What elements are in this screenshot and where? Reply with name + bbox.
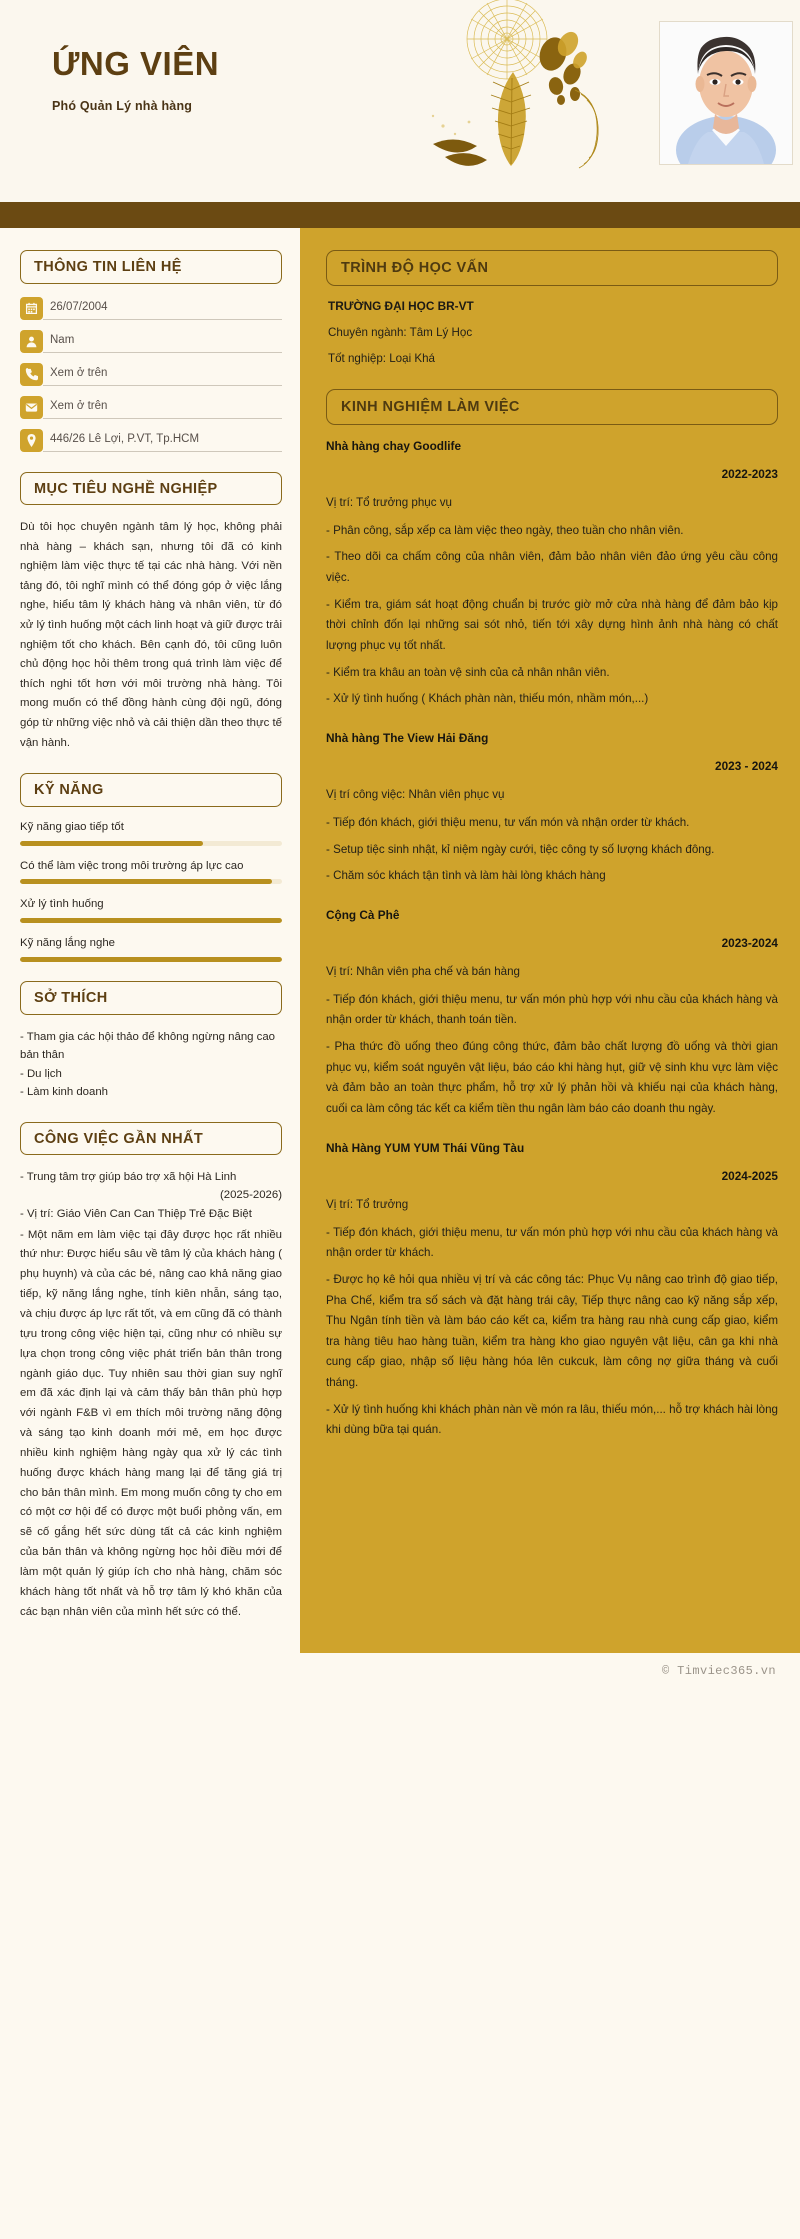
location-pin-icon: [20, 429, 43, 452]
experience-item: [326, 907, 778, 1120]
experience-item: [326, 1140, 778, 1441]
cv-footer: [0, 1653, 800, 1693]
contact-row-email: [20, 396, 282, 419]
contact-value: 446/26 Lê Lợi, P.VT, Tp.HCM: [43, 433, 282, 451]
skill-progress-track: [20, 841, 282, 846]
section-skills-title: KỸ NĂNG: [20, 773, 282, 807]
skill-label: Kỹ năng giao tiếp tốt: [20, 820, 124, 833]
job-position: Vị trí: Tổ trưởng: [326, 1198, 409, 1212]
section-experience-title: KINH NGHIỆM LÀM VIỆC: [326, 389, 778, 425]
section-objective-title: MỤC TIÊU NGHỀ NGHIỆP: [20, 472, 282, 506]
avatar: [660, 22, 792, 164]
right-column: [300, 228, 800, 1653]
job-duty: - Phân công, sắp xếp ca làm việc theo ngày, theo tuần cho nhân viên.: [326, 523, 684, 537]
job-duty: - Xử lý tình huống ( Khách phàn nàn, thiếu món, nhầm món,...): [326, 692, 649, 706]
recent-job-description: - Một năm em làm việc tại đây được học rất nhiều thứ như: Được hiểu sâu về tâm lý của khách hàng ( phụ huynh) và của các bé, nâng cao khả năng giao tiếp, kỹ năng lắng nghe, tính kiên nhẫn, sáng tạo, và chịu được áp lực rất tốt, và em cũng đã có thành tựu trong công việc hiện tại, cũng như có nhiều sự lựa chọn trong công việc phát triển bản thân trong ngành giáo dục. Tuy nhiên sau thời gian suy nghĩ em đã xác định lại và cảm thấy bản thân phù hợp với ngành F&B vì em thích môi trường năng động và sáng tạo kinh doanh mới mẻ, em học được nhiều kinh nghiệm hàng ngày qua xử lý các tình huống được khách hàng mang lại để tăng giá trị cho bản thân mình. Em mong muốn công ty cho em có một cơ hội để có được một buổi phỏng vấn, em sẽ cố gắng hết sức dùng tất cả các kinh nghiệm của bản thân và không ngừng học hỏi điều mới để làm một quản lý giúp ích cho nhà hàng, chăm sóc khách hàng tốt nhất và hỗ trợ tâm lý khó khăn của các bạn nhân viên của mình hết sức có thể.: [20, 1228, 282, 1618]
skill-progress-track: [20, 918, 282, 923]
recent-job-org: - Trung tâm trợ giúp báo trợ xã hội Hà Linh: [20, 1171, 237, 1183]
experience-item: [326, 730, 778, 887]
candidate-role: Phó Quản Lý nhà hàng: [52, 99, 193, 114]
skill-progress-fill: [20, 841, 203, 846]
experience-item: [326, 438, 778, 710]
recent-job-position: - Vị trí: Giáo Viên Can Can Thiệp Trẻ Đặc Biệt: [20, 1207, 252, 1220]
job-duty: - Kiểm tra khâu an toàn vệ sinh của cả nhân nhân viên.: [326, 665, 610, 679]
contact-value: Xem ở trên: [43, 367, 282, 385]
list-item: - Du lịch: [20, 1067, 62, 1080]
job-duty: - Được họ kê hỏi qua nhiều vị trí và các công tác: Phục Vụ nâng cao trình độ giao tiếp, Pha Chế, kiểm tra số sách và đặt hàng trái cây, Tiếp thực nâng cao kỹ năng sắp xếp, Thu Ngân tính tiền và làm báo cáo kết ca, kiểm tra hàng rau nhà cung cấp giao, kiểm tra hàng tiêu hao hàng tuần, kiểm tra hàng kho giao nguyên vật liệu, cân ga khi nhà cung cấp giao, nhập số liệu hàng hóa lên cukcuk, làm công nợ giữa tháng và cuối tháng.: [326, 1272, 778, 1390]
section-hobbies-title: SỞ THÍCH: [20, 981, 282, 1015]
skill-progress-fill: [20, 918, 282, 923]
envelope-icon: [20, 396, 43, 419]
header-divider-bar: [0, 202, 800, 228]
job-period: 2023-2024: [721, 936, 778, 951]
job-position: Vị trí công việc: Nhân viên phục vụ: [326, 788, 505, 802]
cv-columns: [0, 228, 800, 1653]
page-title: ỨNG VIÊN: [52, 45, 220, 82]
skill-item: [20, 897, 282, 923]
job-duty: - Tiếp đón khách, giới thiệu menu, tư vấn món phù hợp với nhu cầu của khách hàng và nhận order từ khách.: [326, 1225, 778, 1260]
skill-progress-fill: [20, 879, 272, 884]
job-duty: - Kiểm tra, giám sát hoạt động chuẩn bị trước giờ mở cửa nhà hàng để đảm bảo kịp thời chỉnh đốn lại những sai sót nhỏ, tiến tới xây dựng hình ảnh nhà hàng có chất lượng phục vụ tốt nhất.: [326, 597, 778, 652]
recent-job-block: [20, 1168, 282, 1623]
skills-list: [20, 820, 282, 962]
list-item: - Làm kinh doanh: [20, 1086, 109, 1099]
contact-value: 26/07/2004: [43, 301, 282, 319]
contact-row-birthdate: [20, 297, 282, 320]
job-duty: - Pha thức đồ uống theo đúng công thức, đảm bảo chất lượng đồ uống và thời gian phục vụ, kiểm soát nguyên vật liệu, báo cáo khi hàng hụt, giữ vệ sinh khu vực làm việc và đảm bảo an toàn thực phẩm, hỗ trợ xử lý phản hồi và khiếu nại của khách hàng, cuối ca làm công tác kết ca kiểm tiền thu ngân làm báo cáo doanh thu ngày.: [326, 1040, 778, 1115]
cv-header: [0, 0, 800, 202]
job-company: Nhà hàng chay Goodlife: [326, 438, 462, 453]
header-text-block: [52, 46, 219, 113]
contact-row-gender: [20, 330, 282, 353]
job-position: Vị trí: Tổ trưởng phục vụ: [326, 496, 452, 510]
skill-label: Có thể làm việc trong môi trường áp lực cao: [20, 859, 244, 872]
watermark: © Timviec365.vn: [661, 1663, 776, 1678]
job-duty: - Theo dõi ca chấm công của nhân viên, đảm bảo nhân viên đảo ứng yêu cầu công việc.: [326, 550, 778, 585]
skill-progress-track: [20, 879, 282, 884]
recent-job-period: (2025-2026): [219, 1188, 282, 1201]
job-period: 2022-2023: [721, 467, 778, 482]
job-duty: - Tiếp đón khách, giới thiệu menu, tư vấn món và nhận order từ khách.: [326, 815, 690, 829]
objective-text: Dù tôi học chuyên ngành tâm lý học, không phải nhà hàng – khách sạn, nhưng tôi đã có kinh nghiệm làm việc thực tế tại các nhà hàng. Với nền tảng đó, tôi nghĩ mình có thể đóng góp ở việc lắng nghe, hiểu tâm lý khách hàng và nhân viên, từ đó xử lý tình huống một cách linh hoạt và giữ được trải nghiệm tốt cho khách. Bên cạnh đó, tôi cũng luôn chủ động học hỏi thêm trong quá trình làm việc để thích nghi tốt hơn với môi trường nhà hàng. Tôi mong muốn có thể đồng hành cùng đội ngũ, đóng góp từ những việc nhỏ và cải thiện dần theo thực tế vận hành.: [20, 521, 282, 749]
hobbies-list: [20, 1028, 282, 1102]
job-duty: - Setup tiệc sinh nhật, kỉ niệm ngày cưới, tiệc công ty số lượng khách đông.: [326, 842, 715, 856]
left-column: [0, 228, 300, 1653]
skill-item: [20, 859, 282, 885]
contact-list: [20, 297, 282, 452]
skill-item: [20, 936, 282, 962]
job-company: Nhà Hàng YUM YUM Thái Vũng Tàu: [326, 1140, 525, 1155]
user-icon: [20, 330, 43, 353]
education-major: Chuyên ngành: Tâm Lý Học: [328, 325, 473, 339]
job-duty: - Tiếp đón khách, giới thiệu menu, tư vấn món phù hợp với nhu cầu của khách hàng và nhận order từ khách, thanh toán tiền.: [326, 992, 778, 1027]
education-block: [328, 299, 778, 368]
skill-label: Kỹ năng lắng nghe: [20, 937, 116, 950]
section-education-title: TRÌNH ĐỘ HỌC VẤN: [326, 250, 778, 286]
calendar-icon: [20, 297, 43, 320]
contact-row-phone: [20, 363, 282, 386]
contact-row-address: [20, 429, 282, 452]
job-duty: - Xử lý tình huống khi khách phàn nàn về món ra lâu, thiếu món,... hỗ trợ khách hài lòng khi dùng bữa tại quán.: [326, 1402, 778, 1437]
job-period: 2023 - 2024: [715, 759, 778, 774]
section-recent-job-title: CÔNG VIỆC GẦN NHẤT: [20, 1122, 282, 1156]
education-grade: Tốt nghiệp: Loại Khá: [328, 351, 435, 365]
section-contact-title: THÔNG TIN LIÊN HỆ: [20, 250, 282, 284]
list-item: - Tham gia các hội thảo để không ngừng nâng cao bản thân: [20, 1030, 276, 1062]
foliage-decoration-icon: [425, 0, 645, 169]
job-company: Cộng Cà Phê: [326, 907, 400, 922]
job-duty: - Chăm sóc khách tận tình và làm hài lòng khách hàng: [326, 869, 606, 883]
contact-value: Nam: [43, 334, 282, 352]
contact-value: Xem ở trên: [43, 400, 282, 418]
skill-progress-fill: [20, 957, 282, 962]
job-period: 2024-2025: [721, 1169, 778, 1184]
skill-label: Xử lý tình huống: [20, 898, 104, 911]
skill-item: [20, 820, 282, 846]
job-position: Vị trí: Nhân viên pha chế và bán hàng: [326, 965, 521, 979]
education-school: TRƯỜNG ĐẠI HỌC BR-VT: [328, 298, 474, 313]
phone-icon: [20, 363, 43, 386]
job-company: Nhà hàng The View Hải Đăng: [326, 730, 489, 745]
skill-progress-track: [20, 957, 282, 962]
